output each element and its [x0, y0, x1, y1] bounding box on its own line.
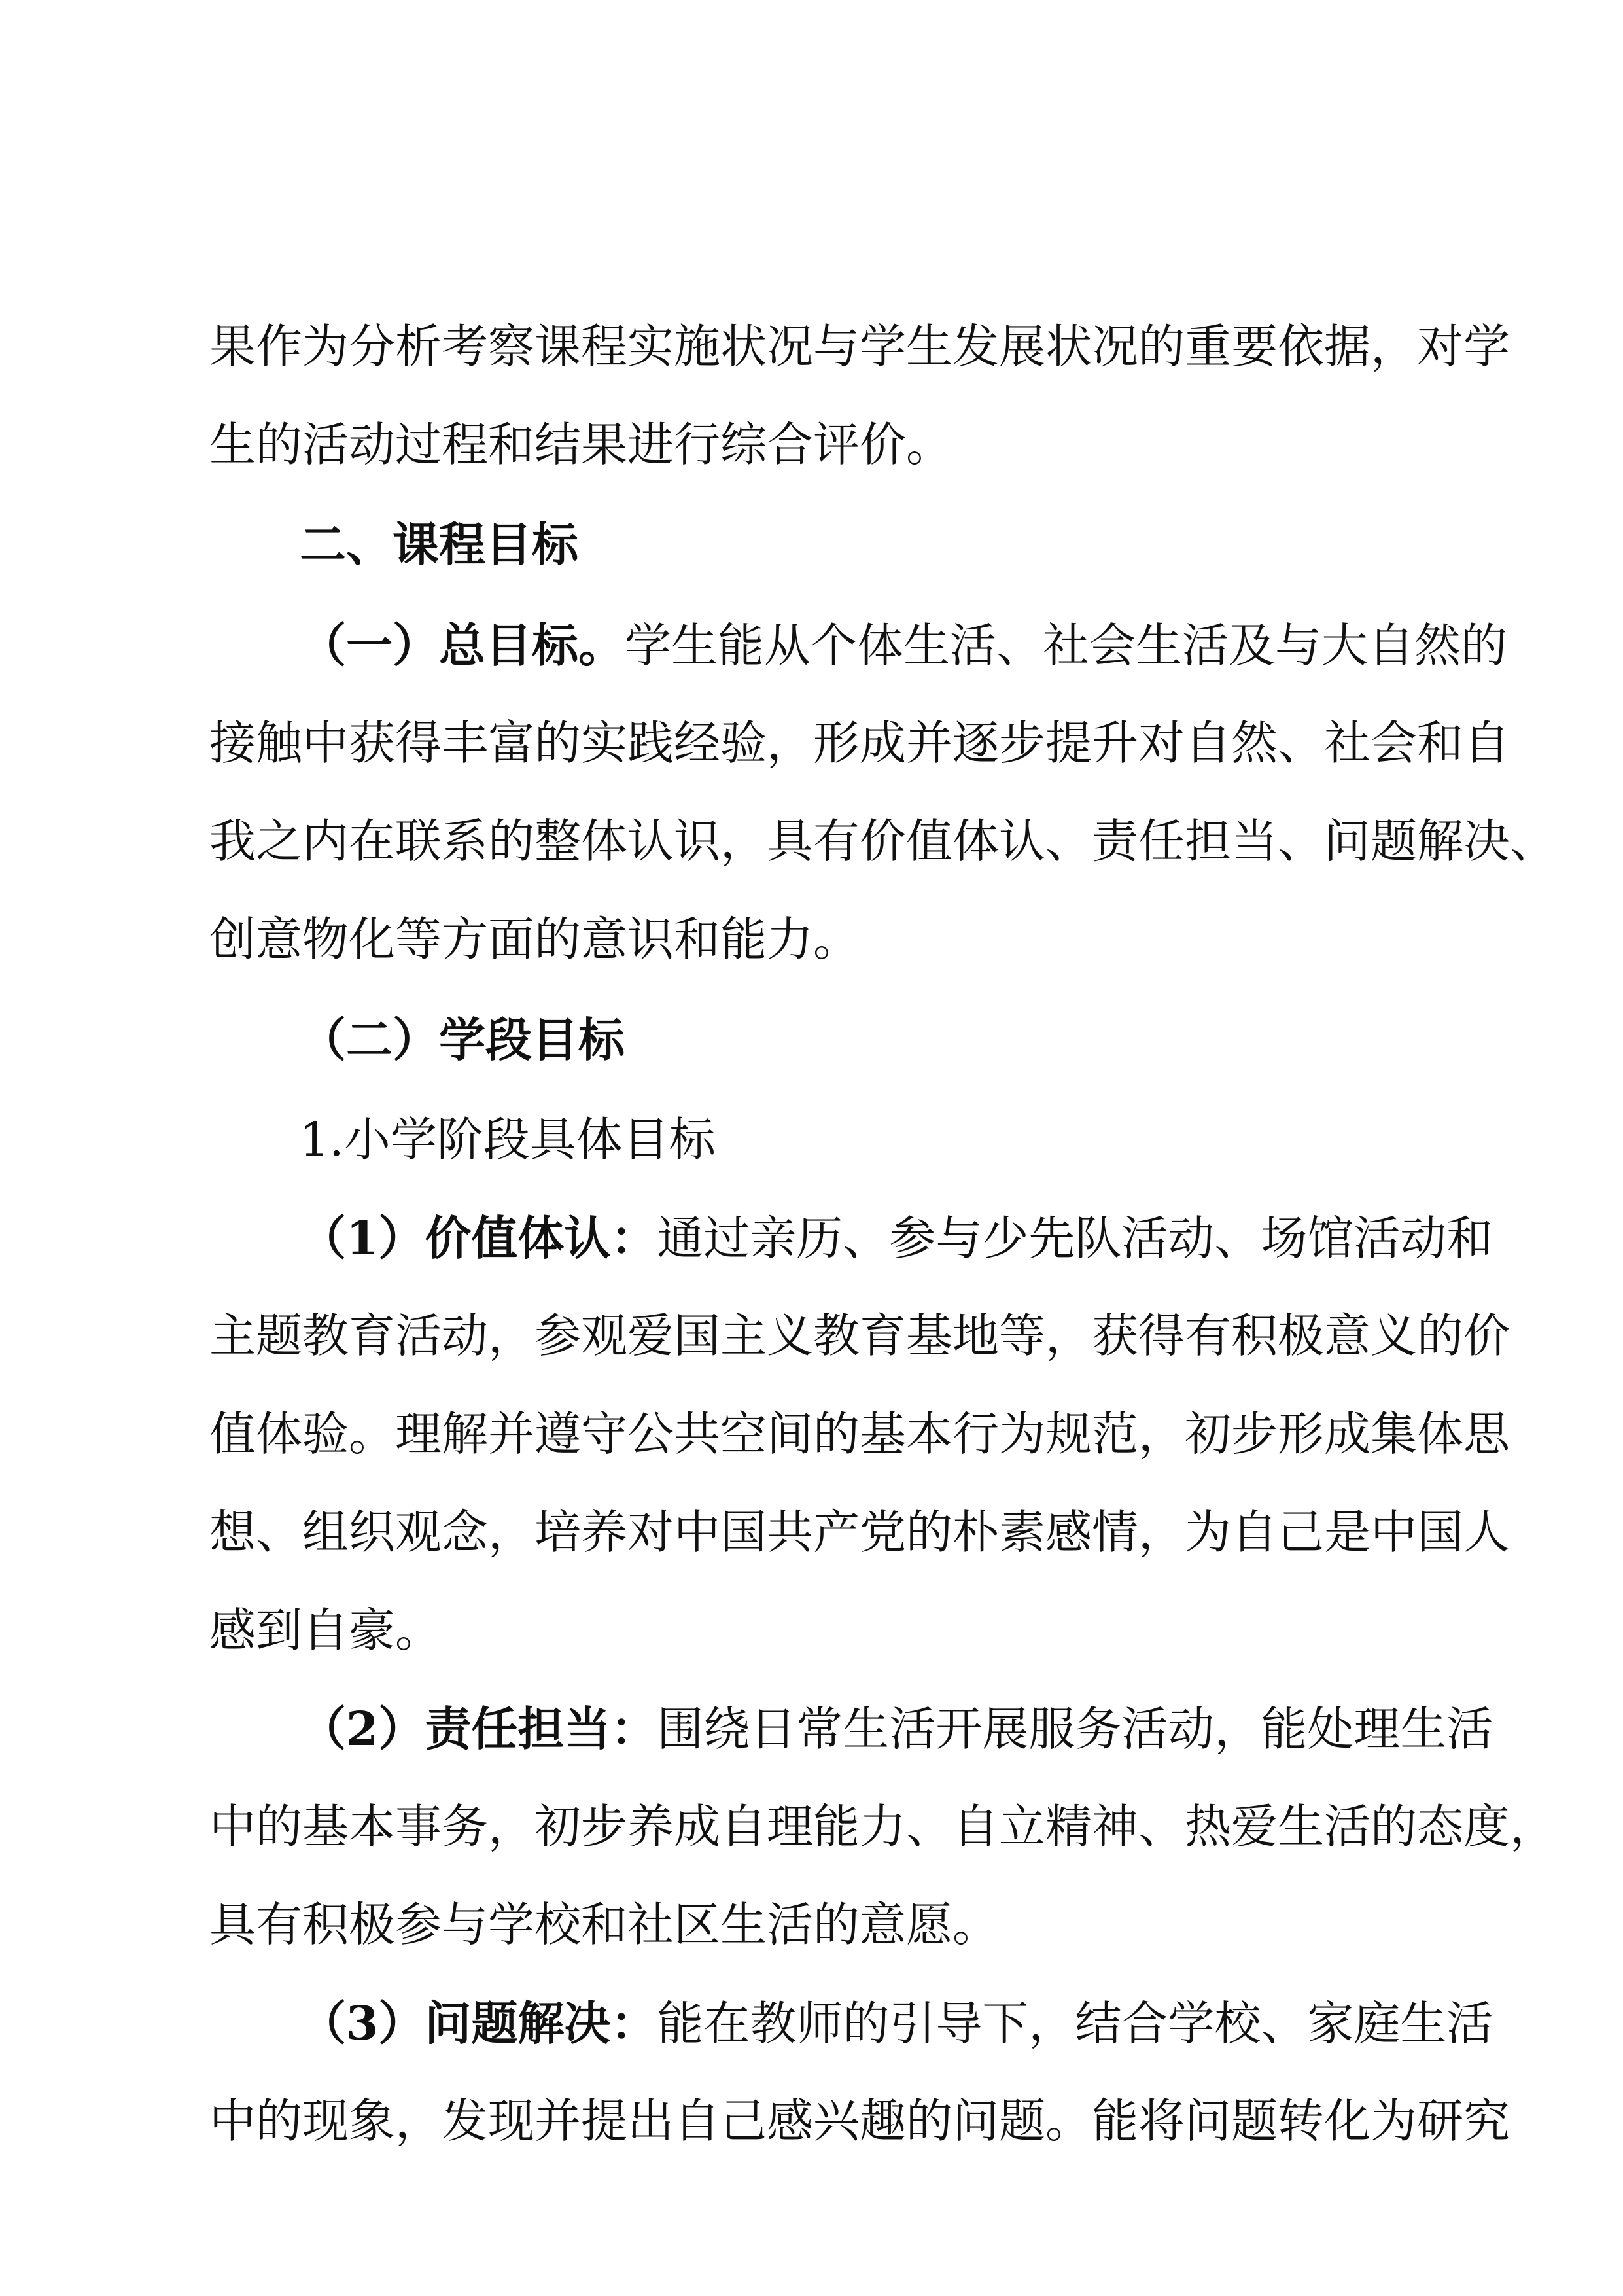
text-line: 我之内在联系的整体认识，具有价值体认、责任担当、问题解决、 — [209, 814, 1557, 868]
subsection-heading: （二）学段目标 — [300, 1012, 625, 1067]
paragraph-continued — [209, 298, 1510, 494]
text-line: 具有积极参与学校和社区生活的意愿。 — [209, 1898, 1000, 1952]
paragraph-text: 通过亲历、参与少先队活动、场馆活动和 — [657, 1211, 1493, 1265]
text-line: 主题教育活动，参观爱国主义教育基地等，获得有积极意义的价 — [209, 1309, 1510, 1363]
section-heading: 二、课程目标 — [300, 518, 579, 572]
text-line: 果作为分析考察课程实施状况与学生发展状况的重要依据，对学 — [209, 319, 1510, 374]
paragraph-label: （1）价值体认： — [300, 1210, 657, 1265]
paragraph-problem-solving — [209, 1974, 1510, 2170]
paragraph-label: （2）责任担当： — [300, 1701, 657, 1756]
paragraph-text: 学生能从个体生活、社会生活及与大自然的 — [625, 618, 1508, 673]
paragraph-label: （一）总目标。 — [300, 618, 625, 673]
text-line: 值体验。理解并遵守公共空间的基本行为规范，初步形成集体思 — [209, 1407, 1510, 1461]
text-line — [209, 1189, 1493, 1287]
text-line — [209, 596, 1508, 694]
text-line: 接触中获得丰富的实践经验，形成并逐步提升对自然、社会和自 — [209, 716, 1510, 770]
text-line — [209, 1680, 1493, 1778]
text-line: 感到自豪。 — [209, 1603, 442, 1657]
paragraph-responsibility — [209, 1680, 1557, 1974]
paragraph-text: 围绕日常生活开展服务活动，能处理生活 — [657, 1702, 1493, 1756]
text-line: 中的基本事务，初步养成自理能力、自立精神、热爱生活的态度， — [209, 1799, 1557, 1854]
paragraph-value — [209, 1189, 1510, 1680]
paragraph-overall-goal — [209, 596, 1557, 989]
text-line: 生的活动过程和结果进行综合评价。 — [209, 417, 953, 472]
subsubsection-heading: 1.小学阶段具体目标 — [300, 1112, 716, 1167]
paragraph-text: 能在教师的引导下，结合学校、家庭生活 — [657, 1996, 1493, 2051]
text-line — [209, 1974, 1493, 2072]
paragraph-label: （3）问题解决： — [300, 1996, 657, 2051]
text-line: 创意物化等方面的意识和能力。 — [209, 912, 860, 966]
document-body — [209, 298, 1557, 2170]
text-line: 中的现象，发现并提出自己感兴趣的问题。能将问题转化为研究 — [209, 2094, 1510, 2148]
text-line: 想、组织观念，培养对中国共产党的朴素感情，为自己是中国人 — [209, 1505, 1510, 1559]
